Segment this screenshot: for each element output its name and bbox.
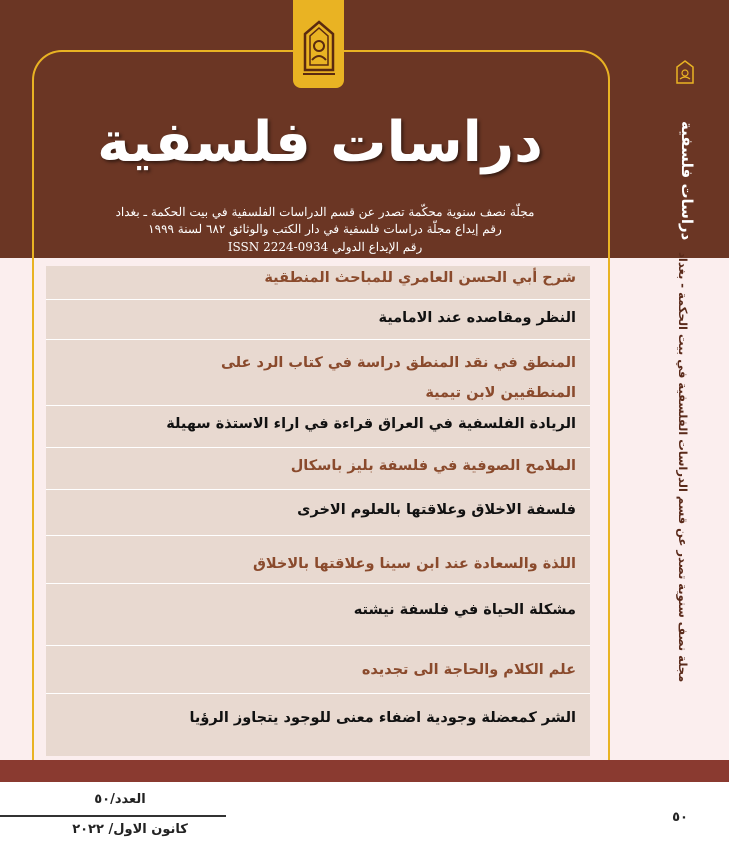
toc-item-label: المنطق في نقد المنطق دراسة في كتاب الرد على [220,355,576,371]
toc-item-label: النظر ومقاصده عند الامامية [378,310,576,326]
toc-item-label: شرح أبي الحسن العامري للمباحث المنطقية [264,270,576,286]
issue-number: العدد/٥٠ [94,792,146,807]
journal-title: دراسات فلسفية [97,110,543,175]
toc-item-label: الملامح الصوفية في فلسفة بليز باسكال [290,458,576,474]
issue-date: كانون الاول/ ٢٠٢٢ [72,822,188,837]
logo-tab [293,0,344,88]
toc-item[interactable] [46,536,590,584]
toc-item[interactable] [46,406,590,448]
toc-item[interactable] [46,266,590,300]
toc-item[interactable] [46,490,590,536]
toc-item-label: اللذة والسعادة عند ابن سينا وعلاقتها بالاخلاق [252,556,576,572]
toc-item-label: المنطقيين لابن تيمية [425,385,576,401]
bayt-al-hikma-logo-icon [299,20,339,78]
spine-logo-icon [674,60,696,86]
toc-item-label: الريادة الفلسفية في العراق قراءة في اراء الاستذة سهيلة [166,416,576,432]
toc-item[interactable] [46,340,590,406]
toc-item-label: فلسفة الاخلاق وعلاقتها بالعلوم الاخرى [297,502,576,518]
footer-divider [0,815,226,817]
toc-item-label: الشر كمعضلة وجودية اضفاء معنى للوجود يتجاوز الرؤيا [189,710,576,726]
toc-item-label: مشكلة الحياة في فلسفة نيشته [353,602,576,618]
subtitle-line-3: رقم الإيداع الدولي 0934-2224 ISSN [227,240,423,254]
spine-title: دراسات فلسفية [678,120,696,240]
toc-item[interactable] [46,300,590,340]
toc-item[interactable] [46,448,590,490]
footer-band [0,760,729,782]
spine-subtitle: مجلة نصف سنوية تصدر عن قسم الدراسات الفلسفية في بيت الحكمة - بغداد [676,251,690,682]
toc-item-label: علم الكلام والحاجة الى تجديده [361,662,576,678]
toc-item[interactable] [46,584,590,646]
spine-issue-number: ٥٠ [672,810,688,825]
subtitle-line-2: رقم إيداع مجلّة دراسات فلسفية في دار الكتب والوثائق ٦٨٢ لسنة ١٩٩٩ [148,222,502,236]
toc-item[interactable] [46,694,590,754]
table-of-contents [46,266,590,754]
subtitle-line-1: مجلّة نصف سنوية محكّمة تصدر عن قسم الدراسات الفلسفية في بيت الحكمة ـ بغداد [115,205,535,219]
toc-item[interactable] [46,646,590,694]
